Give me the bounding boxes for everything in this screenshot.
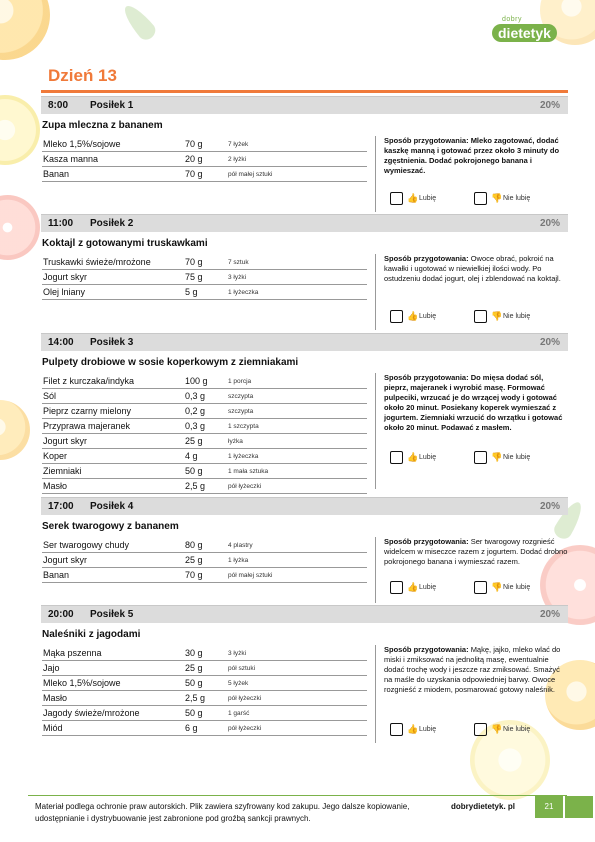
preparation-body: Ser twarogowy rozgnieść widelcem w miseczce razem z jogurtem. Dodać drobno pokrojonego banana i wymieszać razem. [384,537,568,566]
meal-name: Posiłek 1 [90,100,134,111]
dislike-label: Nie lubię [503,454,531,461]
ingredient-qty: 100 g [185,376,208,386]
page-footer [28,795,567,826]
preparation-label: Sposób przygotowania: [384,254,469,263]
ingredient-name: Mleko 1,5%/sojowe [43,678,121,688]
ingredient-row [42,721,367,736]
ingredient-unit: pół małej sztuki [228,572,273,579]
ingredient-qty: 80 g [185,540,203,550]
ingredient-row [42,568,367,583]
dislike-label: Nie lubię [503,726,531,733]
ingredient-row [42,419,367,434]
day-title: Dzień 13 [48,66,117,85]
page-number: 21 [535,796,563,818]
ingredient-unit: 3 łyżki [228,274,247,281]
meal-name: Posiłek 4 [90,501,134,512]
meal-section-1 [41,96,568,216]
ingredient-qty: 50 g [185,708,203,718]
meal-section-5 [41,605,568,745]
meal-time: 8:00 [48,100,69,111]
thumbs-down-icon: 👎 [491,311,503,321]
ingredient-name: Banan [43,169,70,179]
copyright-notice: Materiał podlega ochronie praw autorskich. Plik zawiera szyfrowany kod zakupu. Jego dalsze kopiowanie, udostępnianie i dystrybuowanie jest zabronione pod groźbą sankcji prawnych. [35,802,410,823]
ingredient-name: Masło [43,693,68,703]
ingredient-name: Koper [43,451,68,461]
meal-section-3 [41,333,568,495]
ingredient-qty: 2,5 g [185,693,206,703]
preparation-text [375,645,568,743]
ingredient-name: Jagody świeże/mrożone [43,708,140,718]
ingredient-qty: 70 g [185,169,203,179]
ingredient-qty: 0,3 g [185,391,206,401]
ingredient-list [42,255,367,300]
ingredient-name: Pieprz czarny mielony [43,406,132,416]
meal-time: 14:00 [48,337,74,348]
dish-title: Koktajl z gotowanymi truskawkami [42,238,208,249]
dislike-checkbox[interactable] [474,451,487,464]
like-checkbox[interactable] [390,581,403,594]
meal-header [41,333,568,351]
ingredient-row [42,255,367,270]
ingredient-row [42,676,367,691]
ingredient-qty: 50 g [185,466,203,476]
ingredient-qty: 75 g [185,272,203,282]
like-label: Lubię [419,726,437,733]
preparation-label: Sposób przygotowania: [384,645,469,654]
thumbs-up-icon: 👍 [407,724,419,734]
preparation-label: Sposób przygotowania: [384,373,469,382]
ingredient-qty: 2,5 g [185,481,206,491]
ingredient-row [42,270,367,285]
like-label: Lubię [419,584,437,591]
meal-header [41,605,568,623]
dish-title: Pulpety drobiowe w sosie koperkowym z ziemniakami [42,357,299,368]
meal-percent: 20% [539,337,560,348]
meal-time: 20:00 [48,609,74,620]
ingredient-unit: 7 sztuk [228,259,249,266]
ingredient-qty: 70 g [185,139,203,149]
ingredient-name: Przyprawa majeranek [43,421,131,431]
ingredient-list [42,137,367,182]
ingredient-row [42,706,367,721]
dish-title: Naleśniki z jagodami [42,629,141,640]
dislike-checkbox[interactable] [474,723,487,736]
thumbs-up-icon: 👍 [407,193,419,203]
thumbs-up-icon: 👍 [407,582,419,592]
meal-name: Posiłek 2 [90,218,134,229]
ingredient-unit: 5 łyżek [228,680,249,687]
ingredient-row [42,646,367,661]
ingredient-qty: 5 g [185,287,198,297]
ingredient-row [42,449,367,464]
ingredient-name: Jogurt skyr [43,272,88,282]
preparation-body: Owoce obrać, pokroić na kawałki i ugotować w niewielkiej ilości wody. Po ostudzeniu dodać jogurt, olej i zblendować na koktajl. [384,254,561,283]
ingredient-name: Jajo [43,663,60,673]
meal-name: Posiłek 3 [90,337,134,348]
ingredient-row [42,691,367,706]
ingredient-row [42,404,367,419]
ingredient-unit: 3 łyżki [228,650,247,657]
website-link[interactable]: dobrydietetyk. pl [451,802,516,811]
ingredient-row [42,389,367,404]
ingredient-row [42,434,367,449]
ingredient-name: Truskawki świeże/mrożone [43,257,151,267]
ingredient-unit: pół łyżeczki [228,483,262,490]
ingredient-name: Masło [43,481,68,491]
dislike-checkbox[interactable] [474,310,487,323]
preparation-text [375,373,568,489]
ingredient-list [42,538,367,583]
ingredient-qty: 50 g [185,678,203,688]
meal-header [41,96,568,114]
ingredient-unit: 4 plastry [228,542,253,549]
orange-slice-decoration [0,0,50,60]
ingredient-row [42,285,367,300]
ingredient-row [42,479,367,494]
meal-time: 11:00 [48,218,74,229]
ingredient-row [42,167,367,182]
ingredient-name: Jogurt skyr [43,436,88,446]
meal-percent: 20% [539,218,560,229]
ingredient-unit: 1 mała sztuka [228,468,269,475]
meal-name: Posiłek 5 [90,609,134,620]
thumbs-down-icon: 👎 [491,193,503,203]
ingredient-row [42,553,367,568]
ingredient-qty: 30 g [185,648,203,658]
ingredient-name: Olej lniany [43,287,86,297]
meal-percent: 20% [539,501,560,512]
thumbs-down-icon: 👎 [491,724,503,734]
ingredient-unit: 1 łyżeczka [228,453,259,460]
ingredient-row [42,137,367,152]
meal-percent: 20% [539,100,560,111]
preparation-label: Sposób przygotowania: [384,136,469,145]
footer-accent-block [565,796,593,818]
ingredient-row [42,374,367,389]
meal-percent: 20% [539,609,560,620]
ingredient-row [42,464,367,479]
ingredient-unit: 1 łyżeczka [228,289,259,296]
ingredient-unit: 1 porcja [228,378,252,385]
dislike-checkbox[interactable] [474,192,487,205]
ingredient-name: Ser twarogowy chudy [43,540,130,550]
preparation-bold: Mleko zagotować, dodać kaszkę manną i gotować przez około 3 minuty do zgęstnienia. Dodać pokrojonego banana i wymieszać. [384,136,560,175]
ingredient-name: Ziemniaki [43,466,82,476]
thumbs-down-icon: 👎 [491,582,503,592]
like-checkbox[interactable] [390,723,403,736]
ingredient-name: Mleko 1,5%/sojowe [43,139,121,149]
logo-sub-text: dobry [502,16,523,23]
meal-header [41,497,568,515]
ingredient-unit: 2 łyżki [228,156,247,163]
ingredient-unit: pół łyżeczki [228,725,262,732]
ingredient-qty: 4 g [185,451,198,461]
logo-main-text: dietetyk [492,24,557,42]
preparation-text [375,136,568,212]
thumbs-up-icon: 👍 [407,452,419,462]
ingredient-unit: szczypta [228,393,254,400]
orange-slice-decoration [0,400,30,460]
ingredient-unit: szczypta [228,408,254,415]
ingredient-name: Mąka pszenna [43,648,102,658]
like-checkbox[interactable] [390,192,403,205]
ingredient-qty: 70 g [185,257,203,267]
ingredient-row [42,661,367,676]
ingredient-unit: 1 łyżka [228,557,249,564]
like-label: Lubię [419,313,437,320]
ingredient-row [42,538,367,553]
preparation-body: Mąkę, jajko, mleko wlać do miski i zmiksować na jednolitą masę, ewentualnie dodać trochę wody i jeszcze raz zmiksować. Smażyć na maśle do uzyskania odpowiedniej barwy. Owoce rozgnieść z miodem, posmarować gotowy naleśnik. [384,645,561,694]
ingredient-row [42,152,367,167]
ingredient-qty: 25 g [185,436,203,446]
ingredient-list [42,374,367,494]
thumbs-down-icon: 👎 [491,452,503,462]
meal-header [41,214,568,232]
dislike-label: Nie lubię [503,195,531,202]
ingredient-qty: 20 g [185,154,203,164]
ingredient-qty: 0,2 g [185,406,206,416]
like-label: Lubię [419,454,437,461]
ingredient-qty: 6 g [185,723,198,733]
meal-section-4 [41,497,568,607]
ingredient-list [42,646,367,736]
like-checkbox[interactable] [390,451,403,464]
day-title-underline [41,90,568,93]
like-label: Lubię [419,195,437,202]
ingredient-name: Banan [43,570,70,580]
ingredient-qty: 25 g [185,555,203,565]
ingredient-qty: 70 g [185,570,203,580]
dish-title: Zupa mleczna z bananem [42,120,163,131]
ingredient-qty: 0,3 g [185,421,206,431]
dislike-label: Nie lubię [503,584,531,591]
brand-logo [488,16,550,46]
grapefruit-slice-decoration [0,195,40,260]
ingredient-name: Filet z kurczaka/indyka [43,376,135,386]
ingredient-name: Kasza manna [43,154,99,164]
leaf-decoration [119,1,159,43]
meal-section-2 [41,214,568,334]
ingredient-name: Miód [43,723,63,733]
ingredient-unit: 1 garść [228,710,250,717]
dish-title: Serek twarogowy z bananem [42,521,179,532]
preparation-text [375,254,568,330]
like-checkbox[interactable] [390,310,403,323]
ingredient-unit: 1 szczypta [228,423,259,430]
ingredient-unit: łyżka [228,438,243,445]
ingredient-qty: 25 g [185,663,203,673]
meal-time: 17:00 [48,501,74,512]
dislike-label: Nie lubię [503,313,531,320]
thumbs-up-icon: 👍 [407,311,419,321]
ingredient-unit: pół łyżeczki [228,695,262,702]
ingredient-unit: pół małej sztuki [228,171,273,178]
preparation-label: Sposób przygotowania: [384,537,469,546]
lemon-slice-decoration [0,95,40,165]
preparation-text [375,537,568,603]
dislike-checkbox[interactable] [474,581,487,594]
ingredient-unit: pół sztuki [228,665,256,672]
ingredient-name: Jogurt skyr [43,555,88,565]
preparation-bold: Do mięsa dodać sól, pieprz, majeranek i wyrobić masę. Formować pulpeciki, wrzucać je do wrzącej wody i gotować około 20 minut. Posiekany koperek wymieszać z jogurtem. Ziemniaki wrzucić do wrzątku i gotować około 20 minut. Podawać z masłem. [384,373,563,432]
ingredient-name: Sól [43,391,57,401]
ingredient-unit: 7 łyżek [228,141,249,148]
